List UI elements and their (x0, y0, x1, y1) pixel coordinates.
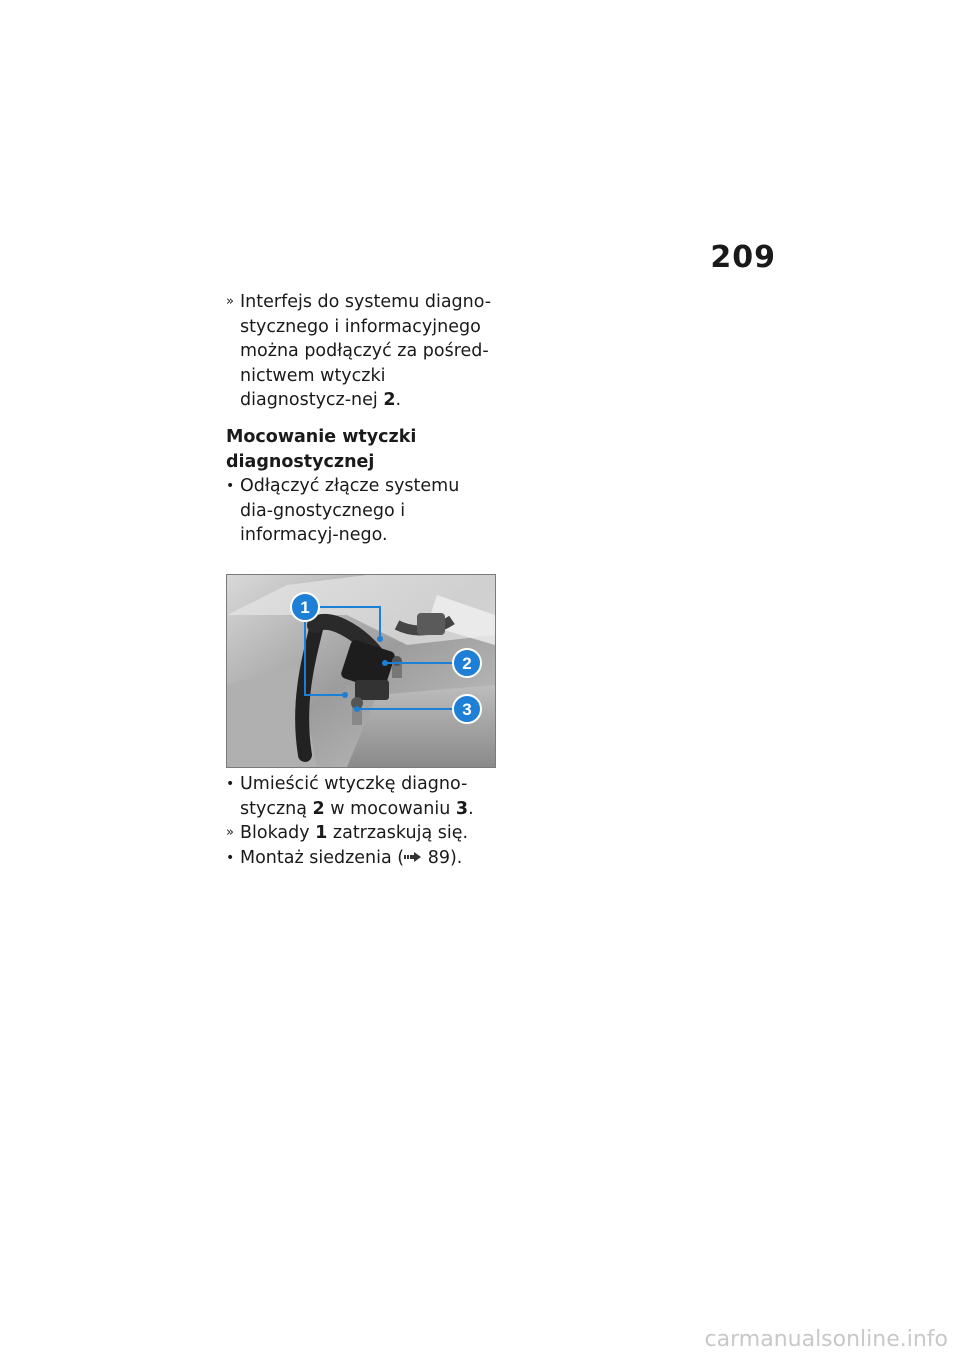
ref-number: 1 (315, 823, 328, 844)
bullet-marker: • (226, 478, 235, 495)
ref-number: 2 (383, 390, 396, 411)
step-item-seat: • Montaż siedzenia ( 89). (226, 846, 496, 871)
result-item-interface: » Interfejs do systemu diagno-stycznego i informacyjnego można podłączyć za pośred-nictwem wtyczki diagnostycz-nej 2. (226, 292, 492, 411)
watermark: carmanualsonline.info (704, 1327, 948, 1352)
step-item-disconnect: • Odłączyć złącze systemu dia-gnostycznego i informacyj-nego. (226, 476, 460, 546)
step-item-insert: • Umieścić wtyczkę diagno-styczną 2 w mocowaniu 3. (226, 773, 474, 819)
page-content (226, 290, 496, 870)
svg-text:2: 2 (462, 653, 472, 673)
figure-diagnostic-plug (226, 574, 496, 768)
ref-number: 2 (312, 798, 325, 819)
result-item-locks: » Blokady 1 zatrzaskują się. (226, 821, 496, 846)
section-heading: Mocowanie wtyczki diagnostycznej (226, 426, 417, 472)
callout-1 (291, 593, 319, 621)
result-marker: » (226, 294, 233, 309)
arrow-right-icon (404, 852, 422, 862)
page-number: 209 (710, 240, 776, 275)
svg-text:1: 1 (300, 597, 310, 617)
callout-3 (453, 695, 481, 723)
figure-illustration (227, 575, 495, 767)
svg-text:3: 3 (462, 699, 472, 719)
callout-2 (453, 649, 481, 677)
bullet-marker: • (226, 849, 235, 866)
result-marker: » (226, 825, 233, 841)
bullet-marker: • (226, 775, 235, 792)
ref-number: 3 (455, 798, 469, 819)
page-reference-link[interactable]: 89 (427, 847, 450, 868)
